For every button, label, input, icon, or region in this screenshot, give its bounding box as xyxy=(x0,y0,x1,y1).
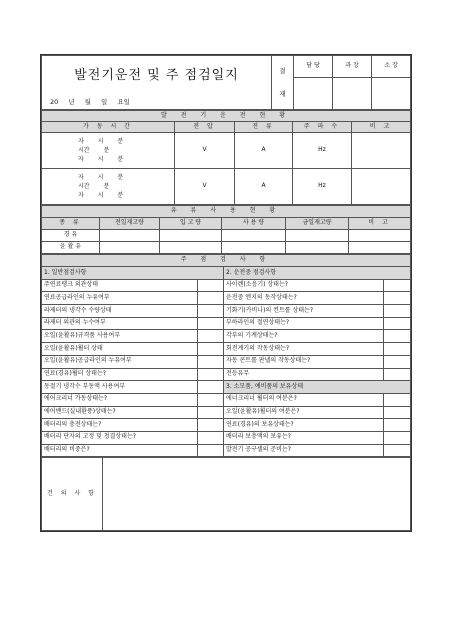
approver-manager: 과 장 xyxy=(333,56,372,78)
check-item: 배터리의 충전상태는? xyxy=(42,419,198,432)
check-item: 주연료탱크 외관상태 xyxy=(42,279,198,292)
check-item: 사이렌(소음기) 상태는? xyxy=(224,279,384,292)
check-item: 라제터의 냉각수 수량상태 xyxy=(42,305,198,318)
check-box[interactable] xyxy=(384,330,411,343)
oil-cell[interactable] xyxy=(349,230,411,242)
check-item: 오일(윤활유)휠터의 여분은? xyxy=(224,406,384,419)
check-box[interactable] xyxy=(384,419,411,432)
runtime-cell-2[interactable]: 자 시 분 시간 분 자 시 분 xyxy=(42,169,175,205)
remarks-cell-1[interactable] xyxy=(352,133,411,169)
oil-row-diesel: 경 유 xyxy=(42,230,100,242)
check-box[interactable] xyxy=(384,343,411,356)
check-box[interactable] xyxy=(198,317,224,330)
check-box[interactable] xyxy=(198,279,224,292)
check-item: 연료공급라인의 누유여부 xyxy=(42,292,198,305)
check-item: 운전중 엔지의 동작상태는? xyxy=(224,292,384,305)
inspection-log-sheet xyxy=(40,54,412,532)
check-box[interactable] xyxy=(384,368,411,381)
check-item: 동절기 냉각수 부동액 사용여부 xyxy=(42,381,198,394)
runtime-cell-1[interactable]: 자 시 분 시간 분 자 시 분 xyxy=(42,133,175,169)
check-box[interactable] xyxy=(384,406,411,419)
page-title: 발전기운전 및 주 점검일지 xyxy=(42,56,272,96)
header-table xyxy=(41,55,411,110)
check-item: 전등유무 xyxy=(224,368,384,381)
voltage-cell-2[interactable]: V xyxy=(175,169,235,205)
notes-label: 건 의 사 항 xyxy=(42,458,103,531)
check-item: 배터리 보충액의 보유는? xyxy=(224,431,384,444)
notes-table xyxy=(41,457,411,531)
check-box[interactable] xyxy=(198,431,224,444)
oil-cell[interactable] xyxy=(160,230,222,242)
check-item: 연료(경유)의 보유상태는? xyxy=(224,419,384,432)
col-voltage: 전 압 xyxy=(175,122,235,133)
col-oil-remarks: 비 고 xyxy=(349,218,411,230)
checks-table xyxy=(41,254,411,457)
col-frequency: 주 파 수 xyxy=(293,122,352,133)
check-item: 에너크리너 휠터의 여분은? xyxy=(224,393,384,406)
col-oil-type: 종 류 xyxy=(42,218,100,230)
check-box[interactable] xyxy=(198,305,224,318)
date-line: 20 년 월 일 요일 xyxy=(42,96,272,110)
check-box[interactable] xyxy=(198,444,224,457)
col-used: 사 용 량 xyxy=(222,218,286,230)
check-item: 배터리의 비중은? xyxy=(42,444,198,457)
frequency-cell-1[interactable]: Hz xyxy=(293,133,352,169)
consumables-checks-title: 3. 소모품, 예비품의 보유상태 xyxy=(224,381,411,394)
notes-field[interactable] xyxy=(103,458,411,531)
sign-box-manager[interactable] xyxy=(333,78,372,110)
check-item: 기화기(카비나)의 컨트롤 상태는? xyxy=(224,305,384,318)
col-today-stock: 금일재고량 xyxy=(286,218,349,230)
sign-box-director[interactable] xyxy=(372,78,411,110)
current-cell-2[interactable]: A xyxy=(235,169,293,205)
remarks-cell-2[interactable] xyxy=(352,169,411,205)
oil-cell[interactable] xyxy=(100,242,160,254)
approver-director: 소 장 xyxy=(372,56,411,78)
check-item: 연료(경유)휠터 상태는? xyxy=(42,368,198,381)
oil-section-title: 유 류 사 용 현 황 xyxy=(42,206,411,218)
check-box[interactable] xyxy=(198,292,224,305)
check-box[interactable] xyxy=(384,355,411,368)
check-item: 에어크리너 가동상태는? xyxy=(42,393,198,406)
sign-box-staff[interactable] xyxy=(294,78,333,110)
check-box[interactable] xyxy=(384,279,411,292)
col-current: 전 류 xyxy=(235,122,293,133)
check-item: 배터리 단자의 고정 및 청결상태는? xyxy=(42,431,198,444)
status-section-title: 발 전 기 운 전 현 황 xyxy=(42,111,411,122)
check-box[interactable] xyxy=(198,368,224,381)
check-box[interactable] xyxy=(384,317,411,330)
oil-cell[interactable] xyxy=(222,242,286,254)
voltage-cell-1[interactable]: V xyxy=(175,133,235,169)
col-remarks: 비 고 xyxy=(352,122,411,133)
check-box[interactable] xyxy=(384,444,411,457)
check-item: 부하라인의 절연상태는? xyxy=(224,317,384,330)
general-checks-title: 1. 일반점검사항 xyxy=(42,267,224,280)
oil-row-lubricant: 윤 활 유 xyxy=(42,242,100,254)
col-prev-stock: 전일재고량 xyxy=(100,218,160,230)
check-item: 오일(윤활유)공급라인의 누유여부 xyxy=(42,355,198,368)
check-box[interactable] xyxy=(198,381,224,394)
check-box[interactable] xyxy=(384,431,411,444)
approver-staff: 담 당 xyxy=(294,56,333,78)
check-box[interactable] xyxy=(198,393,224,406)
approval-label: 결 재 xyxy=(272,56,294,110)
check-item: 에어밴드(실내환풍)상태는? xyxy=(42,406,198,419)
check-item: 발전기 공구셀의 준비는? xyxy=(224,444,384,457)
check-box[interactable] xyxy=(198,343,224,356)
check-box[interactable] xyxy=(384,305,411,318)
check-box[interactable] xyxy=(384,292,411,305)
frequency-cell-2[interactable]: Hz xyxy=(293,169,352,205)
col-received: 입 고 량 xyxy=(160,218,222,230)
check-item: 각부의 기계상태는? xyxy=(224,330,384,343)
oil-cell[interactable] xyxy=(286,242,349,254)
check-item: 오일(윤활유)휠터 상태 xyxy=(42,343,198,356)
checks-section-title: 주 점 검 사 항 xyxy=(42,255,411,267)
col-runtime: 가 동 시 간 xyxy=(42,122,175,133)
oil-cell[interactable] xyxy=(222,230,286,242)
check-item: 자동 콘트롤 판넬의 작동상태는? xyxy=(224,355,384,368)
check-box[interactable] xyxy=(198,355,224,368)
check-box[interactable] xyxy=(198,330,224,343)
check-item: 회전계기의 작동상태는? xyxy=(224,343,384,356)
check-item: 라제터 외관의 누수여부 xyxy=(42,317,198,330)
oil-cell[interactable] xyxy=(286,230,349,242)
oil-cell[interactable] xyxy=(349,242,411,254)
status-table xyxy=(41,110,411,205)
check-box[interactable] xyxy=(384,393,411,406)
operation-checks-title: 2. 운전중 점검사항 xyxy=(224,267,411,280)
check-item: 오일(윤활유)규격품 사용여부 xyxy=(42,330,198,343)
oil-cell[interactable] xyxy=(160,242,222,254)
check-box[interactable] xyxy=(198,419,224,432)
oil-table xyxy=(41,205,411,254)
check-box[interactable] xyxy=(198,406,224,419)
oil-cell[interactable] xyxy=(100,230,160,242)
current-cell-1[interactable]: A xyxy=(235,133,293,169)
